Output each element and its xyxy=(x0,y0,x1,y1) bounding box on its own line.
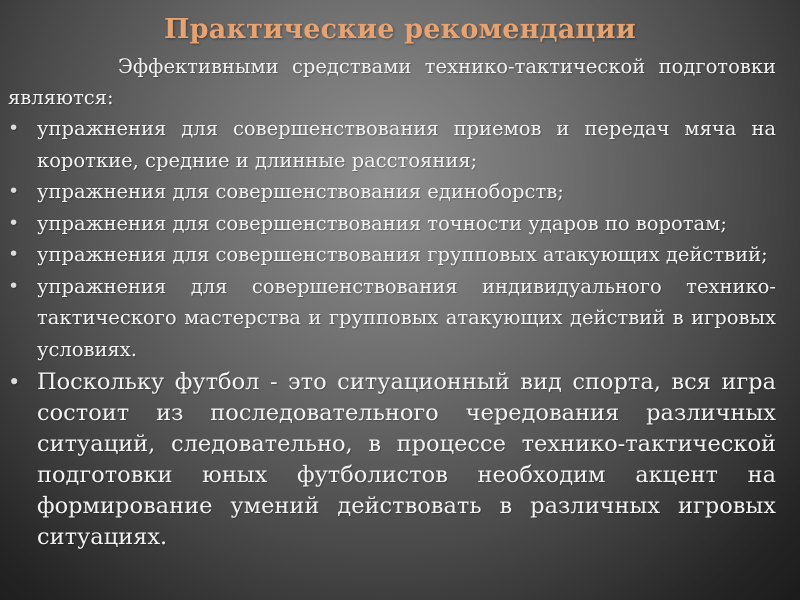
slide-title: Практические рекомендации xyxy=(163,14,637,45)
recommendation-list xyxy=(8,113,776,553)
list-item xyxy=(8,367,776,553)
bullet-icon: • xyxy=(8,117,20,139)
bullet-icon: • xyxy=(8,274,20,297)
bullet-icon: • xyxy=(8,211,20,234)
list-item-text: упражнения для совершенствования точности ударов по воротам; xyxy=(37,211,727,235)
list-item-text: упражнения для совершенствования индивидуального технико-тактического мастерства и групповых атакующих действий в игровых условиях. xyxy=(37,274,776,361)
list-item xyxy=(8,113,776,176)
list-item-text: упражнения для совершенствования единоборств; xyxy=(37,180,564,203)
bullet-icon: • xyxy=(8,370,21,394)
bullet-icon: • xyxy=(8,180,20,202)
list-item xyxy=(8,208,776,240)
list-item-text: упражнения для совершенствования приемов и передач мяча на короткие, средние и длинные расстояния; xyxy=(37,117,776,172)
bullet-icon: • xyxy=(8,243,20,265)
list-item xyxy=(8,176,776,208)
intro-paragraph: Эффективными средствами технико-тактической подготовки являются: xyxy=(8,55,776,109)
slide-body xyxy=(8,51,776,553)
list-item xyxy=(8,271,776,366)
list-item-text: Поскольку футбол - это ситуационный вид спорта, вся игра состоит из последовательного чередования различных ситуаций, следовательно, в процессе технико-тактической подготовки юных футболистов необходим акцент на формирование умений действовать в различных игровых ситуациях. xyxy=(37,369,776,550)
list-item-text: упражнения для совершенствования групповых атакующих действий; xyxy=(37,243,768,266)
list-item xyxy=(8,239,776,271)
